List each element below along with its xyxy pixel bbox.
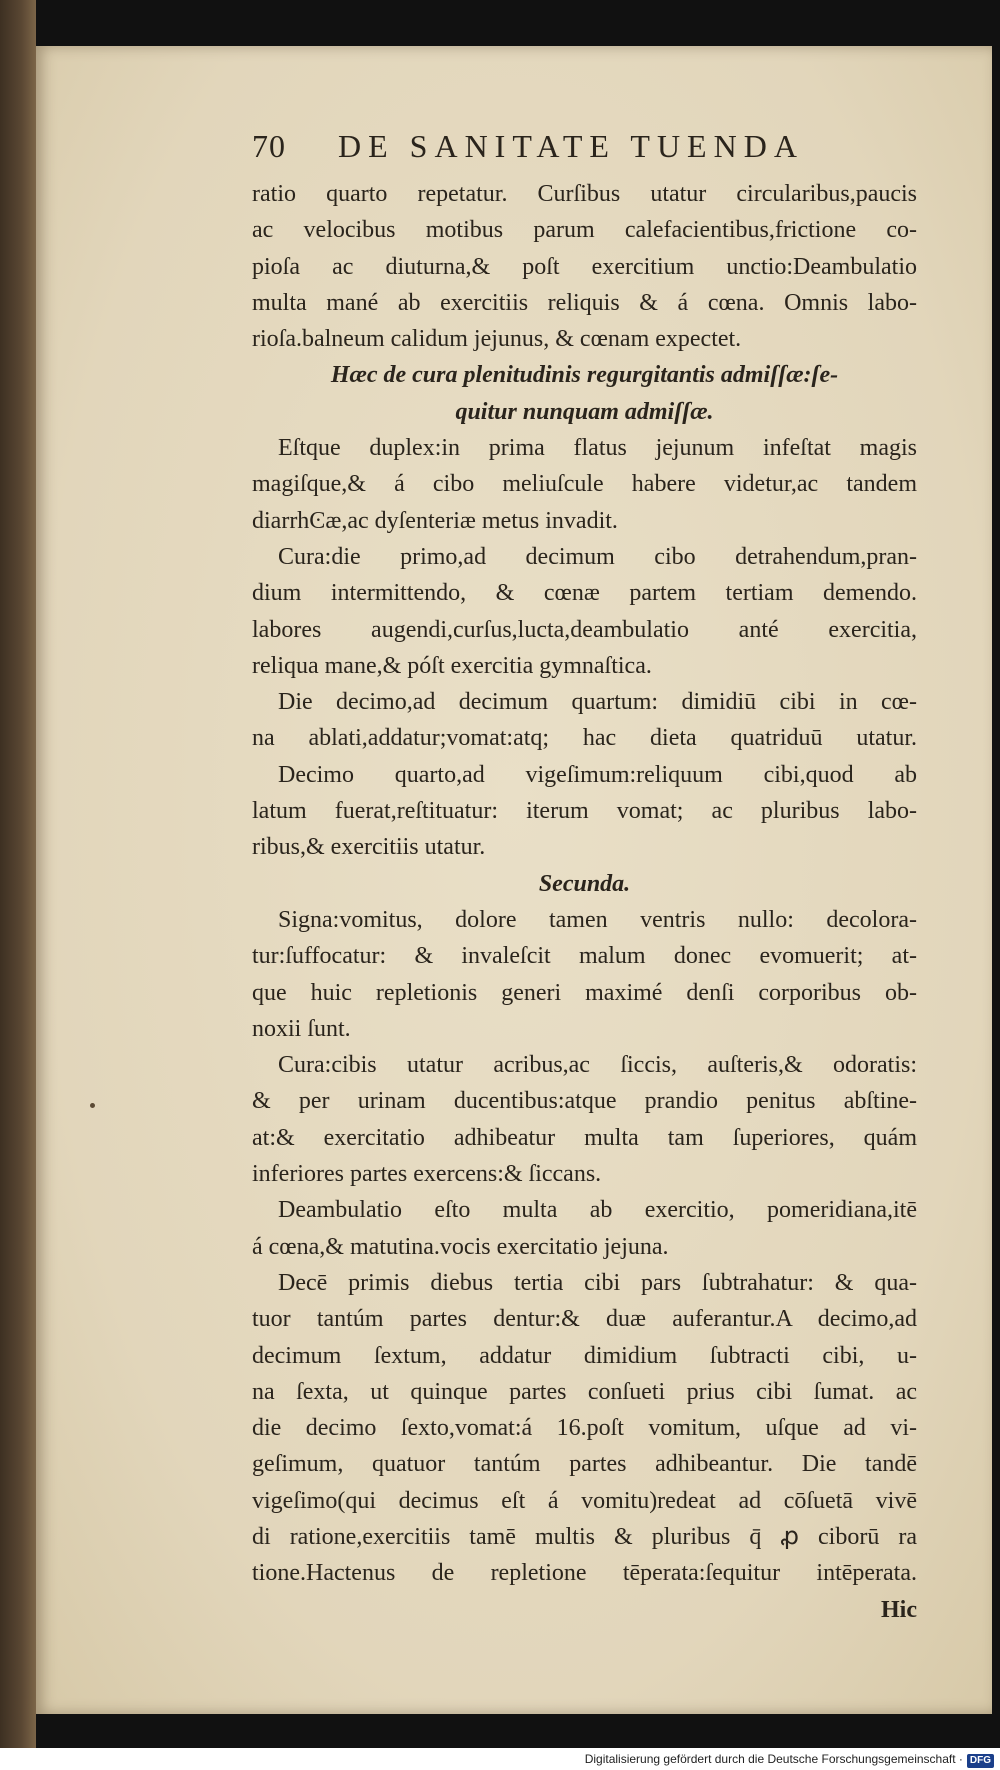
- page-text: [252, 116, 917, 1628]
- text-line: Signa:vomitus, dolore tamen ventris nullo: decolora-: [278, 906, 917, 933]
- text-line: reliqua mane,& póſt exercitia gymnaſtica.: [252, 652, 652, 679]
- catchword: Hic: [881, 1596, 917, 1623]
- text-line: Cura:die primo,ad decimum cibo detrahendum,pran-: [278, 543, 917, 570]
- text-line: di ratione,exercitiis tamē multis & pluribus q̄ ꝓ ciborū ra: [252, 1523, 917, 1550]
- text-line: na ablati,addatur;vomat:atq; hac dieta quatriduū utatur.: [252, 725, 917, 752]
- text-line: multa mané ab exercitiis reliquis & á cœna. Omnis labo-: [252, 289, 917, 316]
- text-line: ratio quarto repetatur. Curſibus utatur circularibus,paucis: [252, 181, 917, 207]
- text-line: tuor tantúm partes dentur:& duæ auferantur.A decimo,ad: [252, 1306, 917, 1333]
- text-line: na ſexta, ut quinque partes conſueti prius cibi ſumat. ac: [252, 1378, 917, 1405]
- text-line: labores augendi,curſus,lucta,deambulatio anté exercitia,: [252, 616, 917, 643]
- text-line: decimum ſextum, addatur dimidium ſubtracti cibi, u-: [252, 1342, 917, 1369]
- section-heading: Hæc de cura plenitudinis regurgitantis admiſſæ:ſe-: [330, 362, 839, 389]
- text-line: Cura:cibis utatur acribus,ac ſiccis, auſteris,& odoratis:: [278, 1052, 917, 1079]
- text-line: & per urinam ducentibus:atque prandio penitus abſtine-: [252, 1088, 917, 1115]
- digitization-footer: [0, 1748, 1000, 1770]
- text-line: diarrhϾæ,ac dyſenteriæ metus invadit.: [252, 507, 618, 534]
- book-gutter: [0, 0, 36, 1770]
- text-line: Eſtque duplex:in prima flatus jejunum infeſtat magis: [278, 435, 917, 462]
- text-line: noxii ſunt.: [252, 1015, 351, 1042]
- page-number: 70: [252, 128, 286, 164]
- text-line: magiſque,& á cibo meliuſcule habere videtur,ac tandem: [252, 471, 917, 498]
- text-line: die decimo ſexto,vomat:á 16.poſt vomitum, uſque ad vi-: [252, 1415, 917, 1442]
- text-line: Decē primis diebus tertia cibi pars ſubtrahatur: & qua-: [278, 1269, 917, 1296]
- section-heading: Secunda.: [538, 870, 631, 897]
- paper-spot: [90, 1103, 95, 1108]
- text-line: tur:ſuffocatur: & invaleſcit malum donec evomuerit; at-: [252, 943, 917, 970]
- text-line: que huic repletionis generi maximé denſi corporibus ob-: [252, 979, 917, 1006]
- text-line: Deambulatio eſto multa ab exercitio, pomeridiana,itē: [278, 1197, 917, 1224]
- page-header: [252, 116, 917, 176]
- text-line: rioſa.balneum calidum jejunus, & cœnam expectet.: [252, 326, 742, 353]
- running-title: DE SANITATE TUENDA: [338, 128, 804, 164]
- text-line: geſimum, quatuor tantúm partes adhibeantur. Die tandē: [252, 1451, 917, 1478]
- funding-credit: Digitalisierung gefördert durch die Deutsche Forschungsgemeinschaft ·: [584, 1752, 963, 1766]
- section-heading: quitur nunquam admiſſæ.: [455, 398, 714, 425]
- text-line: ribus,& exercitiis utatur.: [252, 834, 486, 861]
- text-line: pioſa ac diuturna,& poſt exercitium unctio:Deambulatio: [252, 253, 917, 280]
- text-line: dium intermittendo, & cœnæ partem tertiam demendo.: [252, 580, 917, 607]
- text-line: latum fuerat,reſtituatur: iterum vomat; ac pluribus labo-: [252, 798, 917, 825]
- text-line: tione.Hactenus de repletione tēperata:ſequitur intēperata.: [252, 1560, 917, 1587]
- text-line: Die decimo,ad decimum quartum: dimidiū cibi in cœ-: [278, 689, 917, 716]
- text-line: ac velocibus motibus parum calefacientibus,frictione co-: [252, 217, 917, 244]
- body-text: [252, 176, 917, 1628]
- text-line: at:& exercitatio adhibeatur multa tam ſuperiores, quám: [252, 1124, 917, 1151]
- text-line: á cœna,& matutina.vocis exercitatio jejuna.: [252, 1233, 669, 1260]
- text-line: vigeſimo(qui decimus eſt á vomitu)redeat ad cōſuetā vivē: [252, 1487, 917, 1514]
- text-line: Decimo quarto,ad vigeſimum:reliquum cibi,quod ab: [278, 761, 917, 788]
- dfg-logo: DFG: [967, 1754, 994, 1768]
- text-line: inferiores partes exercens:& ſiccans.: [252, 1161, 602, 1188]
